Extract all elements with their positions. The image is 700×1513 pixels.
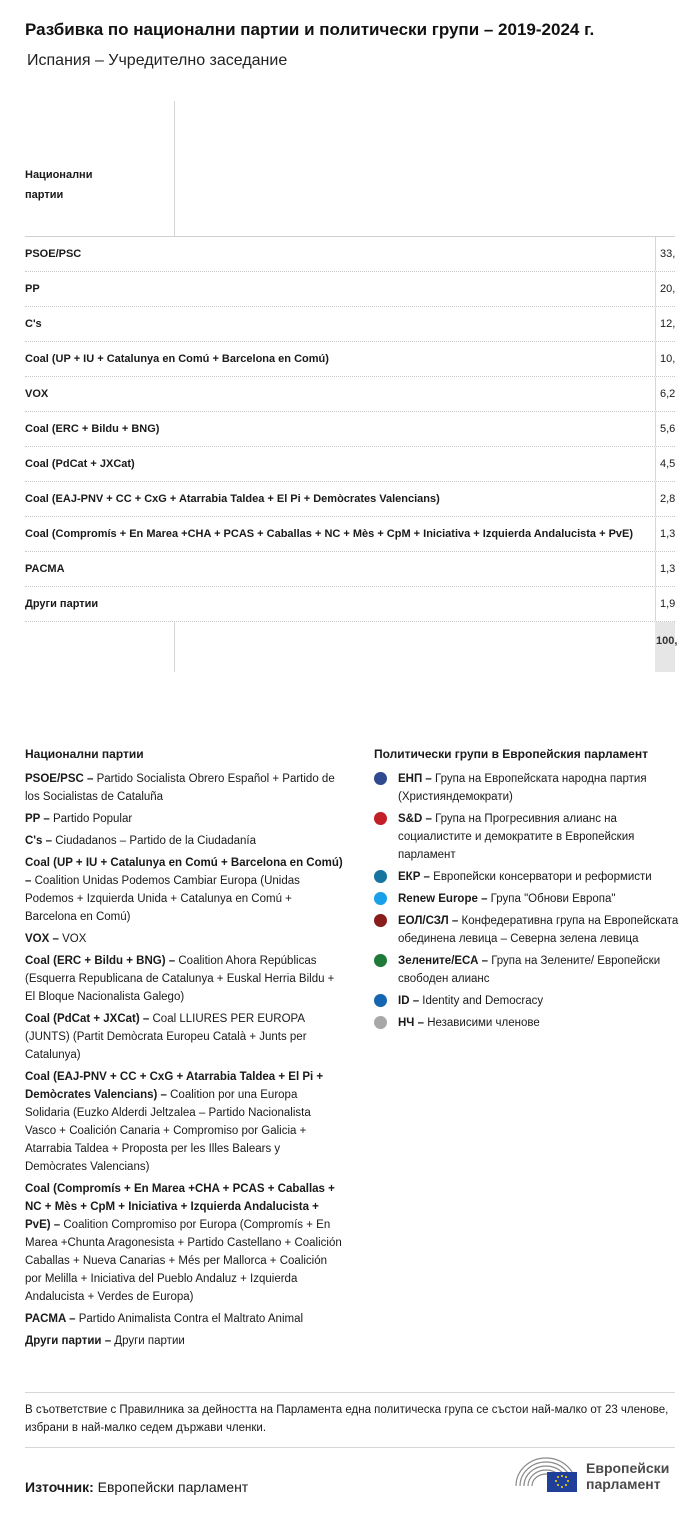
legend-party-abbr: Coal (ERC + Bildu + BNG) – (25, 955, 176, 967)
legend-group-abbr: S&D – (398, 813, 432, 825)
seat-share-value: 1,9 (655, 587, 675, 621)
legend-party-abbr: PSOE/PSC – (25, 773, 94, 785)
legend-group-item (374, 890, 684, 908)
table-row (25, 307, 675, 342)
legend-group-abbr: НЧ – (398, 1017, 424, 1029)
table-header (25, 101, 675, 237)
legend-group-abbr: ЕКР – (398, 871, 430, 883)
legend-group-item (374, 868, 684, 886)
logo-line-1: Европейски (586, 1460, 670, 1476)
party-name: Coal (ERC + Bildu + BNG) (25, 423, 160, 435)
seat-share-value: 5,6 (655, 412, 675, 446)
table-row (25, 482, 675, 517)
legend-group-abbr: ЕНП – (398, 773, 432, 785)
party-name: VOX (25, 388, 49, 400)
legend-group-item (374, 992, 684, 1010)
legend-group-item (374, 810, 684, 864)
seat-share-value: 33, (655, 237, 675, 271)
legend-party-desc: VOX (62, 933, 87, 945)
seat-share-value: 10, (655, 342, 675, 376)
logo-line-2: парламент (586, 1476, 661, 1492)
footnote: В съответствие с Правилника за дейността на Парламента една политическа група се състои най-малко от 23 членове, избрани в най-малко седем държави членки. (25, 1392, 675, 1448)
page-subtitle: Испания – Учредително заседание (27, 52, 288, 69)
legend-parties-title: Национални партии (25, 747, 144, 761)
legend-party-desc: Coal LLIURES PER EUROPA (JUNTS) (Partit Demòcrata Europeu Català + Junts per Catalunya) (25, 1013, 307, 1061)
party-name: Coal (Compromís + En Marea +CHA + PCAS + Caballas + NC + Mès + CpM + Iniciativa + Izquierda Andalucista + PvE) (25, 528, 634, 540)
legend-party-item (25, 1332, 345, 1350)
legend-group-desc: Група "Обнови Европа" (490, 893, 616, 905)
table-row (25, 342, 675, 377)
seat-share-value: 2,8 (655, 482, 675, 516)
legend-party-abbr: VOX – (25, 933, 59, 945)
table-row (25, 412, 675, 447)
legend-group-desc: Група на Европейската народна партия (Християндемократи) (398, 773, 647, 803)
legend-groups-title: Политически групи в Европейския парламент (374, 747, 648, 761)
source-label: Източник: (25, 1479, 94, 1495)
legend-group-abbr: ID – (398, 995, 420, 1007)
legend-party-desc: Coalition Unidas Podemos Cambiar Europa (Unidas Podemos + Izquierda Unida + Catalunya en Comú + Barcelona en Comú) (25, 875, 300, 923)
legend-party-item (25, 1310, 345, 1328)
legend-group-item (374, 912, 684, 948)
party-name: PACMA (25, 563, 65, 575)
legend-party-abbr: PACMA – (25, 1313, 76, 1325)
legend-party-abbr: Други партии – (25, 1335, 112, 1347)
seat-share-value: 20, (655, 272, 675, 306)
legend-party-desc: Coalition por una Europa Solidaria (Euzko Alderdi Jeltzalea – Partido Nacionalista Vasco + Coalición Canaria + Compromiso por Galicia + Atarrabia Taldea + Proposta per les Illes Balears y Demòcrates Valencians) (25, 1089, 311, 1173)
legend-party-abbr: C's – (25, 835, 53, 847)
page-title: Разбивка по национални партии и политически групи – 2019-2024 г. (25, 20, 595, 39)
column-divider (174, 101, 175, 236)
table-row (25, 552, 675, 587)
parliament-hemicycle-icon (514, 1456, 578, 1494)
legend-party-item (25, 1068, 345, 1176)
legend-party-abbr: Coal (Compromís + En Marea +CHA + PCAS + Caballas + NC + Mès + CpM + Iniciativa + Izquierda Andalucista + PvE) – (25, 1183, 335, 1231)
seat-share-value: 12, (655, 307, 675, 341)
legend-party-abbr: Coal (EAJ-PNV + CC + CxG + Atarrabia Taldea + El Pi + Demòcrates Valencians) – (25, 1071, 324, 1101)
group-color-dot-icon (374, 812, 387, 825)
table-row (25, 517, 675, 552)
group-color-dot-icon (374, 994, 387, 1007)
legend-party-item (25, 770, 345, 806)
table-footer (25, 622, 678, 672)
source-line (25, 1479, 248, 1495)
table-row (25, 377, 675, 412)
seat-share-value: 4,5 (655, 447, 675, 481)
party-name: Други партии (25, 598, 99, 610)
party-name: Coal (PdCat + JXCat) (25, 458, 135, 470)
legend-political-groups (374, 747, 684, 1036)
legend-group-abbr: ЕОЛ/СЗЛ – (398, 915, 459, 927)
legend-group-item (374, 1014, 684, 1032)
legend-party-item (25, 832, 345, 850)
legend-party-desc: Други партии (114, 1335, 185, 1347)
party-name: Coal (EAJ-PNV + CC + CxG + Atarrabia Taldea + El Pi + Demòcrates Valencians) (25, 493, 440, 505)
legend-party-item (25, 1010, 345, 1064)
table-row (25, 237, 675, 272)
legend-party-desc: Partido Animalista Contra el Maltrato Animal (78, 1313, 304, 1325)
legend-party-item (25, 952, 345, 1006)
legend-party-desc: Partido Popular (52, 813, 133, 825)
legend-group-desc: Identity and Democracy (422, 995, 544, 1007)
legend-party-desc: Coalition Ahora Repúblicas (Esquerra Republicana de Catalunya + Euskal Herria Bildu + El Bloque Nacionalista Galego) (25, 955, 335, 1003)
group-color-dot-icon (374, 1016, 387, 1029)
table-row (25, 587, 675, 622)
legend-group-abbr: Renew Europe – (398, 893, 488, 905)
european-parliament-logo (514, 1456, 679, 1494)
seat-share-value: 1,3 (655, 517, 675, 551)
group-color-dot-icon (374, 870, 387, 883)
group-color-dot-icon (374, 914, 387, 927)
legend-group-abbr: Зелените/ЕСА – (398, 955, 488, 967)
source-value: Европейски парламент (97, 1479, 249, 1495)
group-color-dot-icon (374, 954, 387, 967)
legend-group-item (374, 952, 684, 988)
legend-party-abbr: Coal (UP + IU + Catalunya en Comú + Barcelona en Comú) – (25, 857, 343, 887)
legend-party-item (25, 1180, 345, 1306)
legend-group-desc: Независими членове (427, 1017, 540, 1029)
legend-party-desc: Ciudadanos – Partido de la Ciudadanía (55, 835, 256, 847)
legend-party-item (25, 810, 345, 828)
party-name: Coal (UP + IU + Catalunya en Comú + Barcelona en Comú) (25, 353, 329, 365)
legend-group-desc: Конфедеративна група на Европейската обединена левица – Северна зелена левица (398, 915, 679, 945)
legend-party-abbr: Coal (PdCat + JXCat) – (25, 1013, 150, 1025)
table-row (25, 272, 675, 307)
party-name: C's (25, 318, 42, 330)
legend-group-desc: Група на Прогресивния алианс на социалистите и демократите в Европейския парламент (398, 813, 635, 861)
party-name: PP (25, 283, 40, 295)
legend-group-item (374, 770, 684, 806)
legend-party-item (25, 854, 345, 926)
legend-party-desc: Partido Socialista Obrero Español + Partido de los Socialistas de Cataluña (25, 773, 335, 803)
logo-text (586, 1460, 669, 1492)
legend-party-item (25, 930, 345, 948)
group-color-dot-icon (374, 772, 387, 785)
seat-share-value: 1,3 (655, 552, 675, 586)
party-name: PSOE/PSC (25, 248, 82, 260)
legend-group-desc: Група на Зелените/ Европейски свободен алианс (398, 955, 661, 985)
group-color-dot-icon (374, 892, 387, 905)
table-row (25, 447, 675, 482)
legend-party-abbr: PP – (25, 813, 50, 825)
legend-group-desc: Европейски консерватори и реформисти (433, 871, 652, 883)
column-header-parties: Национални партии (25, 169, 93, 201)
total-value: 100, (655, 622, 675, 672)
column-divider (174, 622, 175, 672)
legend-national-parties (25, 747, 345, 1354)
legend-party-desc: Coalition Compromiso por Europa (Compromís + En Marea +Chunta Aragonesista + Partido Castellano + Coalición Caballas + Nueva Canarias + Més per Mallorca + Coalición por Melilla + Iniciativa del Pueblo Andaluz + Izquierda Andalucista + Verdes de Europa) (25, 1219, 342, 1303)
results-table (25, 101, 678, 672)
seat-share-value: 6,2 (655, 377, 675, 411)
